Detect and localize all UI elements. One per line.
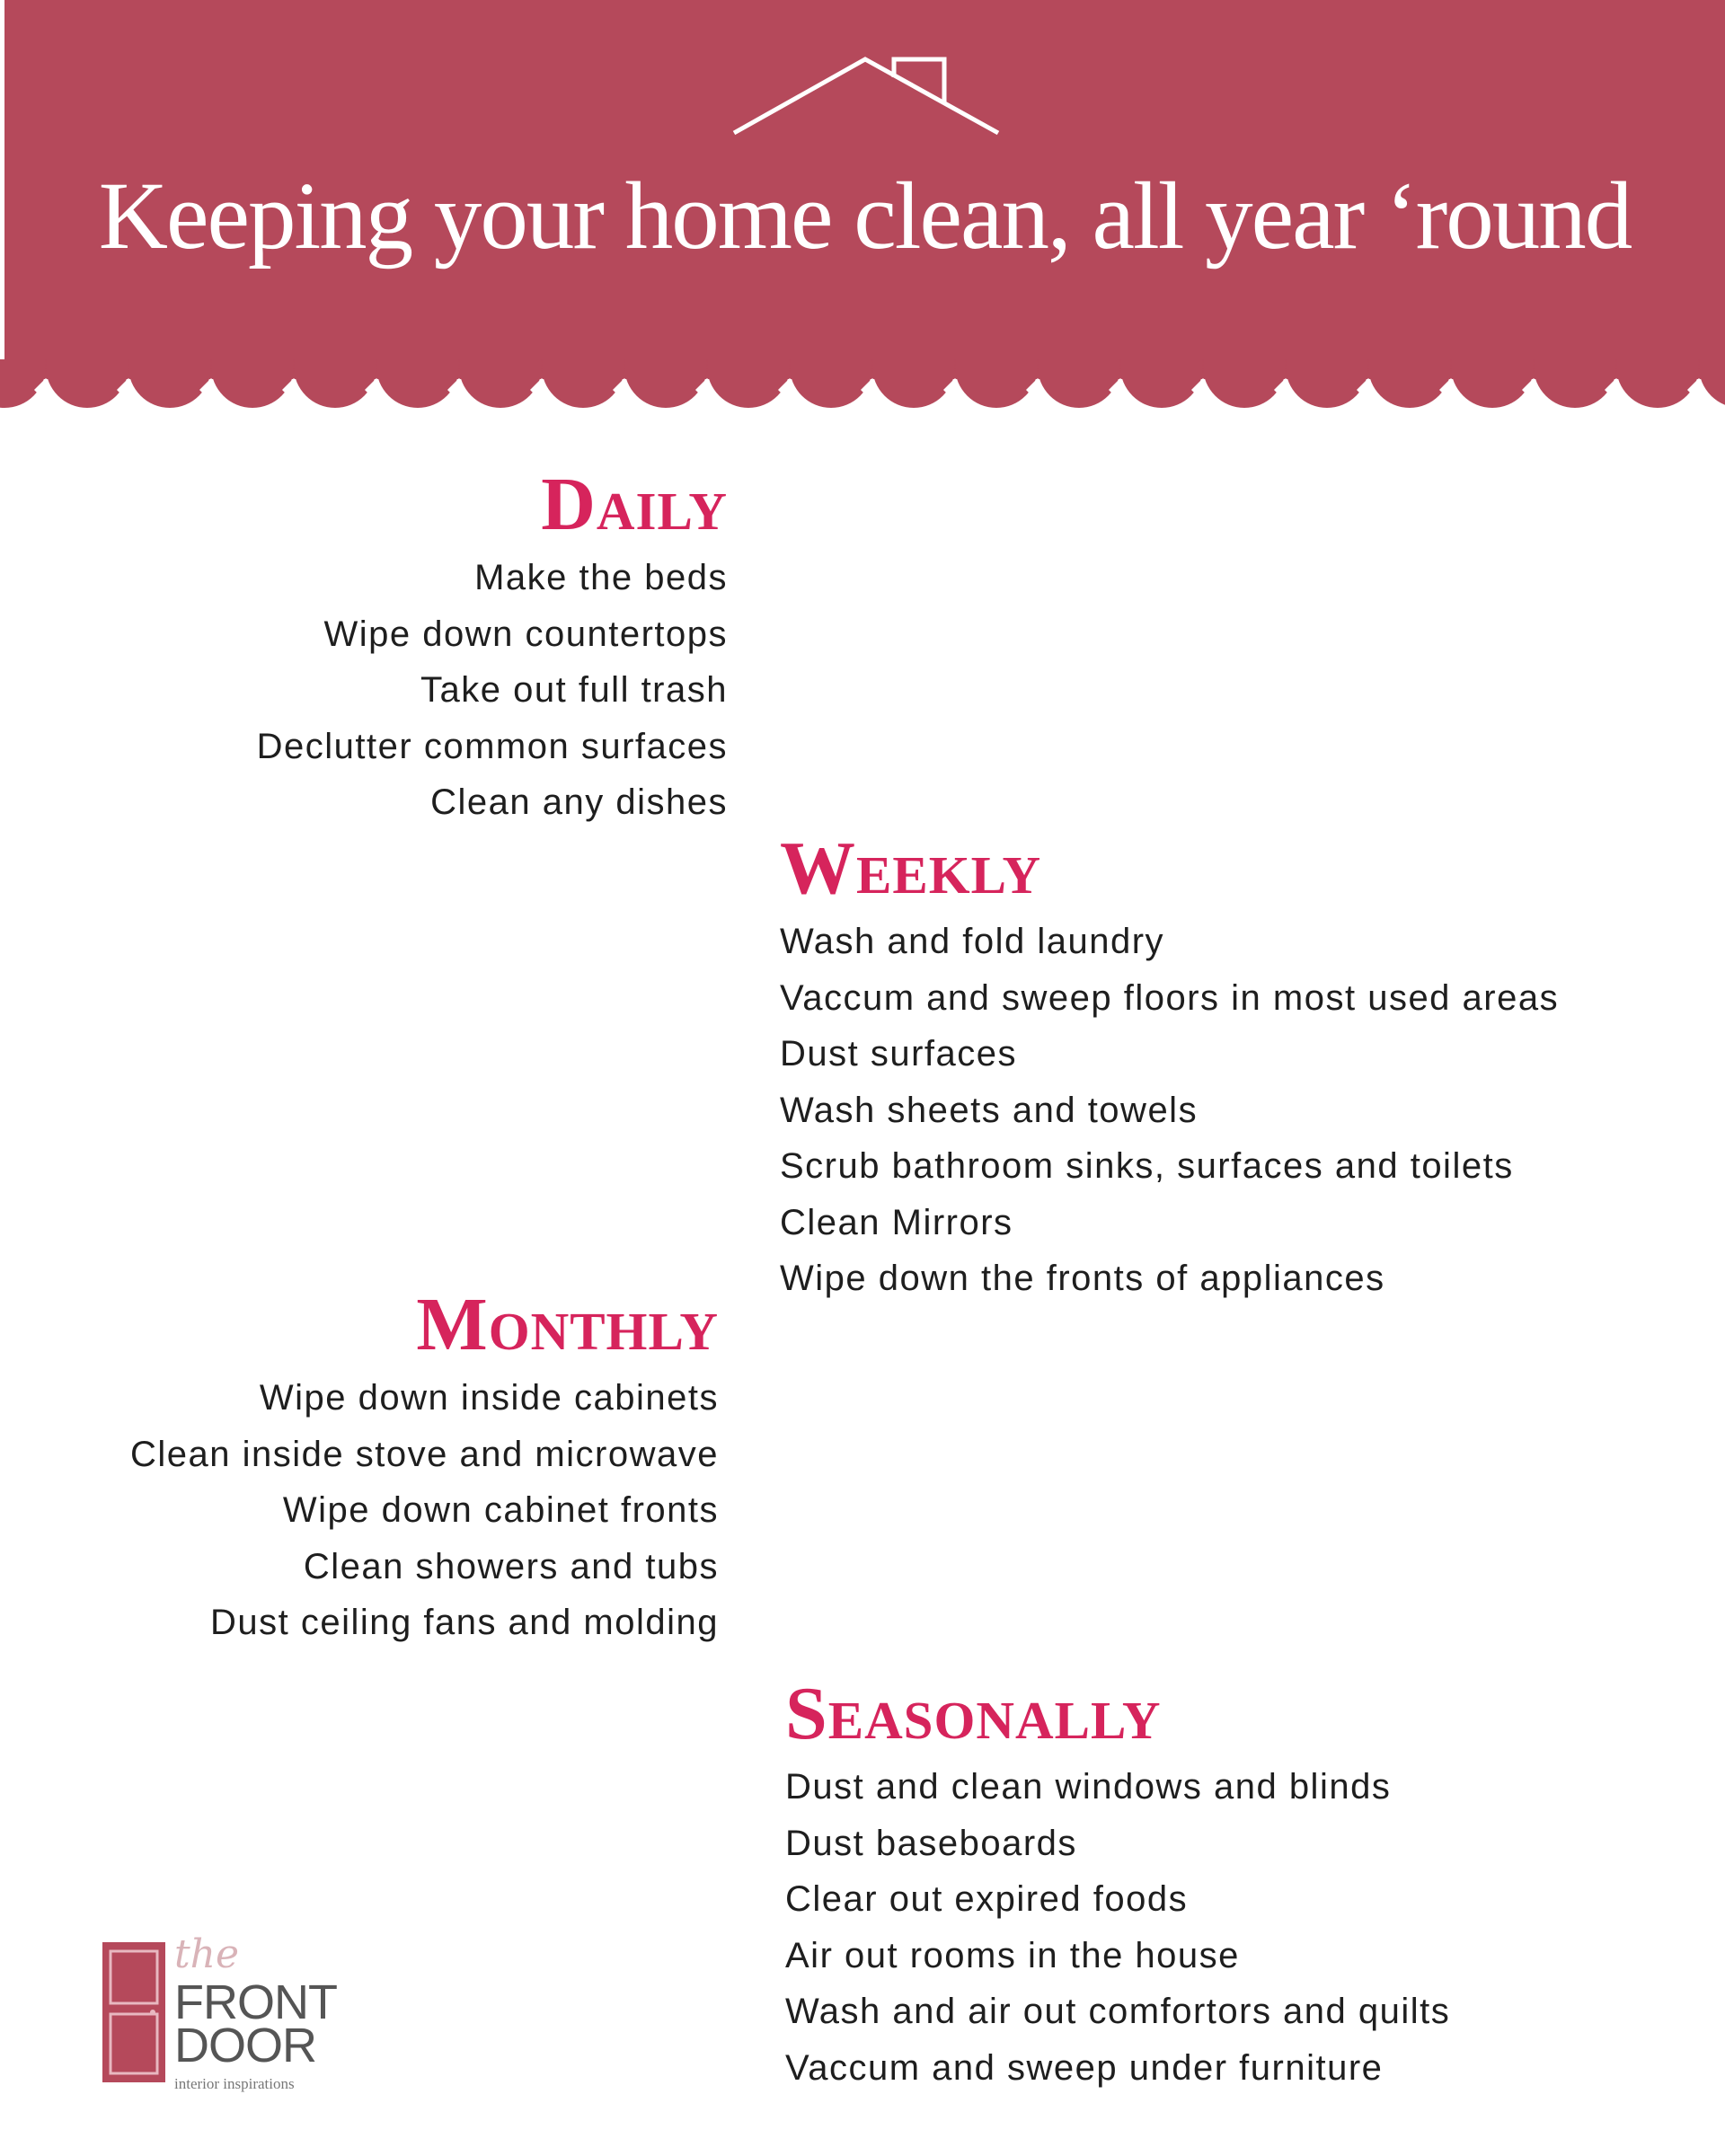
list-item: Declutter common surfaces (256, 726, 728, 766)
list-item: Dust baseboards (785, 1823, 1077, 1863)
scallop-lobe (1286, 359, 1368, 408)
scallop-lobe (1534, 359, 1616, 408)
scallop-lobe (0, 359, 46, 408)
list-item: Clean Mirrors (780, 1202, 1013, 1242)
scallop-lobe (1038, 359, 1120, 408)
list-item: Clear out expired foods (785, 1879, 1189, 1919)
scallop-lobe (1451, 359, 1534, 408)
list-item: Wash and air out comfortors and quilts (785, 1992, 1451, 2031)
logo-door-word: DOOR (174, 2019, 316, 2072)
list-item: Clean showers and tubs (303, 1546, 719, 1586)
scallop-lobe (955, 359, 1038, 408)
list-item: Air out rooms in the house (785, 1935, 1240, 1975)
scallop-lobe (1699, 359, 1725, 408)
page-title: Keeping your home clean, all year ‘round (98, 163, 1632, 270)
scallop-lobe (128, 359, 211, 408)
scallop-lobe (872, 359, 955, 408)
house-roof-icon (732, 54, 1002, 144)
daily-heading: Daily (541, 463, 728, 546)
scallop-lobe (1368, 359, 1451, 408)
list-item: Dust surfaces (780, 1034, 1018, 1074)
scallop-lobe (542, 359, 624, 408)
weekly-list (780, 914, 1559, 1307)
scallop-lobe (1616, 359, 1699, 408)
monthly-section (130, 1283, 719, 1651)
daily-section (256, 463, 728, 831)
list-item: Vaccum and sweep under furniture (785, 2047, 1384, 2088)
list-item: Dust and clean windows and blinds (785, 1767, 1392, 1807)
list-item: Clean inside stove and microwave (130, 1434, 719, 1474)
list-item: Wash and fold laundry (780, 922, 1165, 961)
list-item: Vaccum and sweep floors in most used areas (780, 977, 1560, 1018)
list-item: Clean any dishes (430, 782, 728, 822)
logo-the: the (174, 1931, 240, 1977)
list-item: Take out full trash (420, 670, 728, 710)
list-item: Wash sheets and towels (780, 1090, 1199, 1130)
scallop-lobe (211, 359, 294, 408)
list-item: Scrub bathroom sinks, surfaces and toilets (780, 1146, 1514, 1186)
logo-tagline: interior inspirations (174, 2075, 295, 2092)
logo-front: FRONT (174, 1975, 337, 2029)
scallop-lobe (459, 359, 542, 408)
logo (101, 1931, 352, 2096)
monthly-list (130, 1370, 719, 1651)
list-item: Wipe down cabinet fronts (282, 1490, 719, 1530)
door-icon (101, 1939, 169, 2087)
list-item: Wipe down inside cabinets (259, 1378, 719, 1418)
seasonally-heading: Seasonally (785, 1672, 1162, 1755)
seasonally-section (785, 1672, 1451, 2096)
list-item: Make the beds (474, 558, 728, 597)
list-item: Wipe down the fronts of appliances (780, 1259, 1385, 1298)
scallop-lobe (46, 359, 128, 408)
scallop-lobe (707, 359, 790, 408)
scallop-lobe (790, 359, 872, 408)
list-item: Wipe down countertops (323, 614, 728, 654)
scallop-lobe (376, 359, 459, 408)
scallop-lobe (1203, 359, 1286, 408)
weekly-section (780, 826, 1560, 1307)
scallop-lobe (294, 359, 376, 408)
monthly-heading: Monthly (416, 1283, 719, 1366)
daily-list (257, 550, 728, 831)
scallop-lobe (624, 359, 707, 408)
header-banner (4, 0, 1725, 377)
seasonally-list (785, 1759, 1450, 2096)
weekly-heading: Weekly (780, 826, 1042, 910)
scallop-border (0, 359, 1725, 431)
list-item: Dust ceiling fans and molding (209, 1603, 719, 1642)
scallop-lobe (1120, 359, 1203, 408)
